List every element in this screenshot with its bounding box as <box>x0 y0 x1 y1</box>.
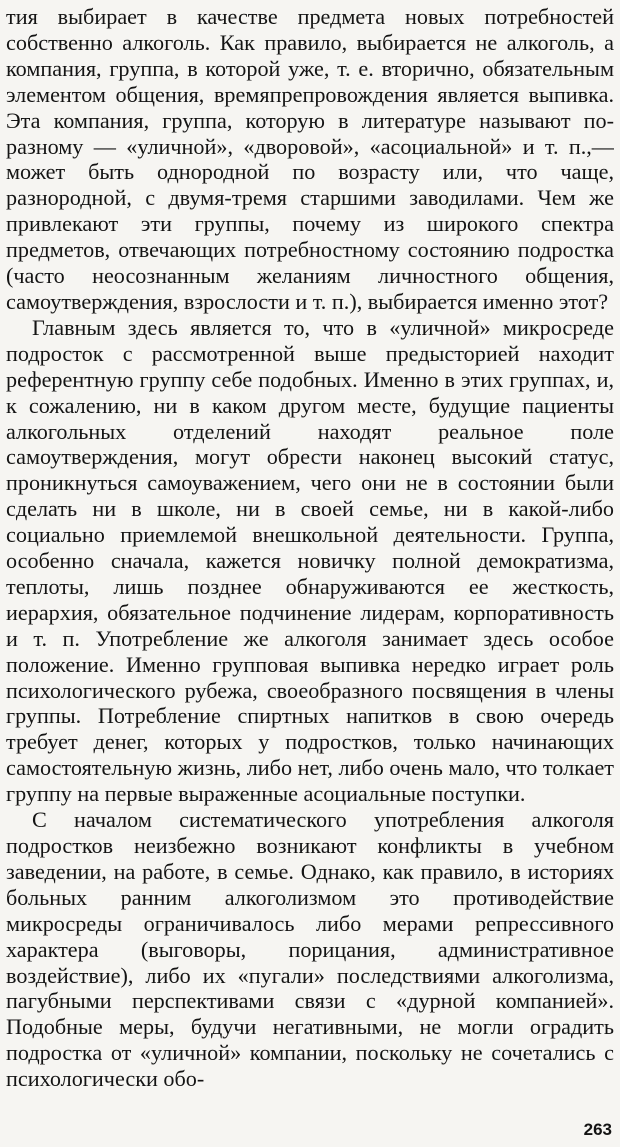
paragraph-1: тия выбирает в качестве предмета новых потребностей собственно алкоголь. Как правило, выбирается не алкоголь, а компания, группа, в которой уже, т. е. вторично, обязательным элементом общения, времяпрепровождения является выпивка. Эта компания, группа, которую в литературе называют по-разному — «уличной», «дворовой», «асоциальной» и т. п.,— может быть однородной по возрасту или, что чаще, разнородной, с двумя-тремя старшими заводилами. Чем же привлекают эти группы, почему из широкого спектра предметов, отвечающих потребностному состоянию подростка (часто неосознанным желаниям личностного общения, самоутверждения, взрослости и т. п.), выбирается именно этот? <box>6 4 614 314</box>
page-text <box>6 4 614 1104</box>
paragraph-3: С началом систематического употребления алкоголя подростков неизбежно возникают конфликты в учебном заведении, на работе, в семье. Однако, как правило, в историях больных ранним алкоголизмом это противодействие микросреды ограничивалось либо мерами репрессивного характера (выговоры, порицания, административное воздействие), либо их «пугали» последствиями алкоголизма, пагубными перспективами связи с «дурной компанией». Подобные меры, будучи негативными, не могли оградить подростка от «уличной» компании, поскольку не сочетались с психологически обо- <box>6 807 614 1092</box>
paragraph-2: Главным здесь является то, что в «уличной» микросреде подросток с рассмотренной выше предысторией находит референтную группу себе подобных. Именно в этих группах, и, к сожалению, ни в каком другом месте, будущие пациенты алкогольных отделений находят реальное поле самоутверждения, могут обрести наконец высокий статус, проникнуться самоуважением, чего они не в состоянии были сделать ни в школе, ни в своей семье, ни в какой-либо социально приемлемой внешкольной деятельности. Группа, особенно сначала, кажется новичку полной демократизма, теплоты, лишь позднее обнаруживаются ее жесткость, иерархия, обязательное подчинение лидерам, корпоративность и т. п. Употребление же алкоголя занимает здесь особое положение. Именно групповая выпивка нередко играет роль психологического рубежа, своеобразного посвящения в члены группы. Потребление спиртных напитков в свою очередь требует денег, которых у подростков, только начинающих самостоятельную жизнь, либо нет, либо очень мало, что толкает группу на первые выраженные асоциальные поступки. <box>6 314 614 807</box>
page-number: 263 <box>583 1120 612 1139</box>
